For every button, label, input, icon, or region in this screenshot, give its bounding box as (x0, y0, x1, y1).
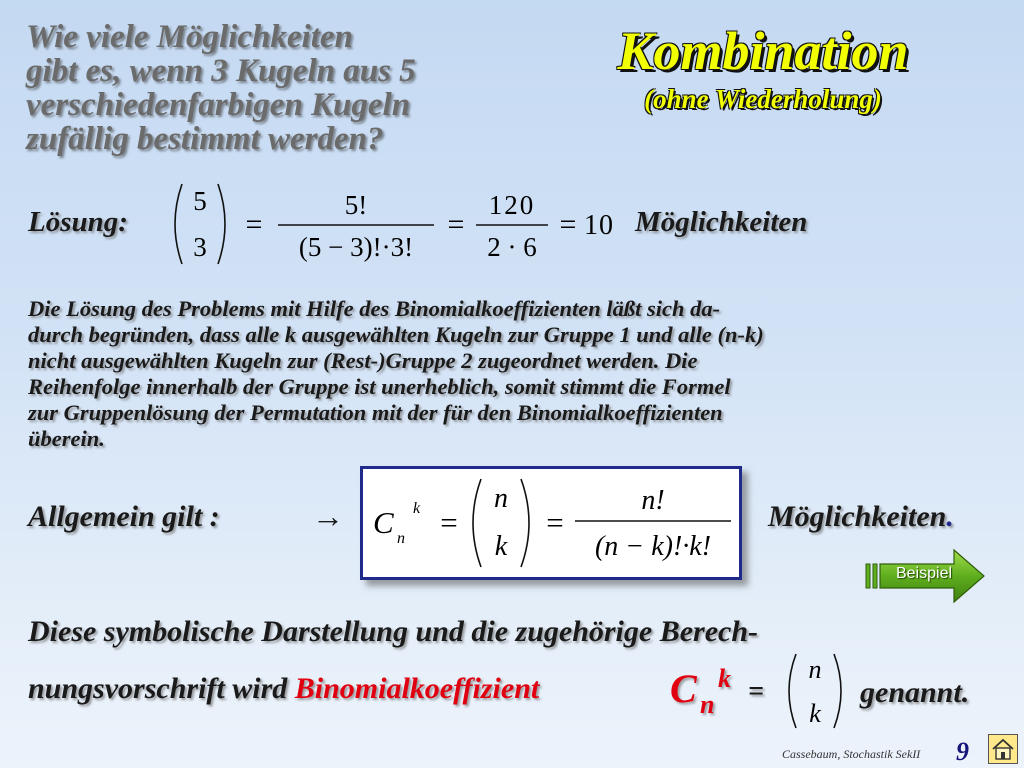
fraction-denominator: 2 · 6 (487, 232, 537, 262)
binom-bottom: k (809, 699, 821, 728)
closing-binom (782, 650, 852, 732)
right-paren (834, 654, 841, 728)
general-unit-period: . (946, 500, 954, 533)
paragraph-line: Reihenfolge innerhalb der Gruppe ist unerheblich, somit stimmt die Formel (28, 374, 731, 399)
right-paren (521, 479, 529, 567)
general-unit (768, 500, 954, 534)
binom-bottom: k (494, 531, 508, 562)
equals-sign: = (559, 208, 577, 241)
formula-c: C (373, 505, 394, 540)
question-line: zufällig bestimmt werden? (26, 121, 384, 157)
formula-sub-n: n (397, 530, 405, 547)
paragraph-line: durch begründen, dass alle k ausgewählten Kugeln zur Gruppe 1 und alle (n-k) (28, 322, 764, 347)
closing-sub-n: n (700, 690, 715, 719)
binom-top: n (808, 655, 822, 684)
equals-sign: = (748, 676, 764, 707)
equals-sign: = (447, 208, 465, 241)
fraction-numerator: 5! (344, 190, 368, 220)
paragraph-line: zur Gruppenlösung der Permutation mit der für den Binomialkoeffizienten (28, 400, 723, 425)
left-paren (175, 184, 182, 264)
paragraph-line: Die Lösung des Problems mit Hilfe des Binomialkoeffizienten läßt sich da- (28, 296, 721, 321)
formula-sup-k: k (413, 500, 421, 517)
slide-subtitle: (ohne Wiederholung) (644, 84, 882, 114)
arrow-shape-icon (880, 550, 984, 602)
example-button[interactable] (864, 548, 986, 604)
fraction-numerator: 120 (488, 190, 536, 220)
question-text (26, 20, 546, 156)
right-arrow-icon: → (312, 498, 344, 534)
equals-sign: = (245, 208, 263, 241)
solution-unit: Möglichkeiten (635, 206, 808, 238)
closing-line-1: Diese symbolische Darstellung und die zugehörige Berech- (28, 615, 759, 648)
binom-bottom: 3 (193, 232, 207, 262)
closing-prefix: nungsvorschrift wird (28, 672, 288, 705)
equals-sign: = (440, 505, 458, 540)
footer-credit: Cassebaum, Stochastik SekII (782, 747, 921, 761)
example-button-label: Beispiel (895, 565, 953, 582)
closing-line-2 (28, 672, 539, 706)
general-unit-word: Möglichkeiten (768, 500, 947, 533)
equals-sign: = (546, 505, 564, 540)
closing-sup-k: k (718, 664, 731, 693)
binom-top: n (494, 483, 508, 514)
question-line: Wie viele Möglichkeiten (26, 19, 353, 55)
page-number: 9 (956, 737, 969, 766)
formula-box (360, 466, 742, 580)
fraction-denominator: (n − k)!·k! (594, 531, 712, 562)
fraction-denominator: (5 − 3)!·3! (298, 232, 414, 262)
solution-label: Lösung: (28, 206, 128, 238)
explanation-paragraph (28, 296, 1018, 452)
general-label: Allgemein gilt : (28, 500, 220, 533)
binom-top: 5 (193, 186, 207, 216)
button-stripe-icon (866, 564, 870, 588)
question-line: verschiedenfarbigen Kugeln (26, 87, 411, 123)
closing-c-symbol: C (670, 666, 697, 711)
slide-title: Kombination (617, 21, 909, 81)
general-formula (363, 469, 739, 577)
result-value: 10 (584, 210, 614, 241)
paragraph-line: überein. (28, 426, 105, 451)
home-button[interactable] (988, 734, 1018, 764)
question-line: gibt es, wenn 3 Kugeln aus 5 (26, 53, 416, 89)
paragraph-line: nicht ausgewählten Kugeln zur (Rest-)Gruppe 2 zugeordnet werden. Die (28, 348, 698, 373)
highlight-term: Binomialkoeffizient (294, 672, 540, 705)
left-paren (473, 479, 481, 567)
left-paren (789, 654, 796, 728)
button-stripe-icon (873, 564, 877, 588)
closing-suffix: genannt. (860, 676, 970, 709)
right-paren (218, 184, 225, 264)
fraction-numerator: n! (641, 485, 665, 516)
